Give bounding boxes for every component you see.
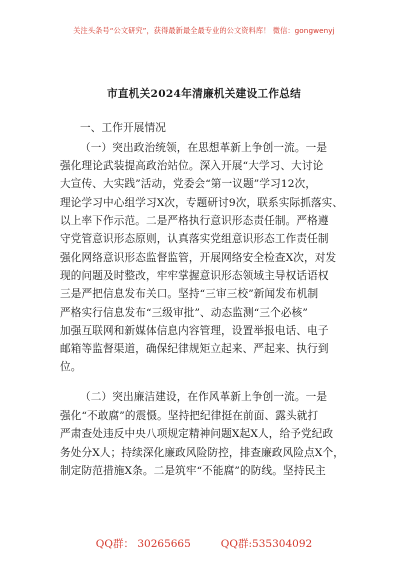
paragraph-line: 制定防范措施X条。二是筑牢“不能腐”的防线。坚持民主 <box>60 465 326 477</box>
paragraph-line: 以上率下作示范。二是严格执行意识形态责任制。严格遵 <box>60 215 329 227</box>
paragraph-line: 强化“不敢腐”的震慑。坚持把纪律挺在前面、露头就打 <box>60 410 319 422</box>
paragraph-line: 严格实行信息发布“三级审批”、动态监测“三个必核” <box>60 307 308 319</box>
paragraph-line: 守党管意识形态原则，认真落实党组意识形态工作责任制 <box>60 233 329 245</box>
paragraph-line: （二）突出廉洁建设，在作风革新上争创一流。一是 <box>80 391 328 403</box>
paragraph-line: （一）突出政治统领，在思想革新上争创一流。一是 <box>80 142 328 154</box>
qq-group-2: QQ群:535304092 <box>220 538 313 550</box>
paragraph-line: 大宣传、大实践”活动，党委会“第一议题”学习12次， <box>60 178 317 190</box>
paragraph-line: 严肃查处违反中央八项规定精神问题X起X人，给予党纪政 <box>60 428 334 440</box>
footer-qq-groups <box>0 536 408 551</box>
paragraph-line: 位。 <box>60 361 82 373</box>
section-heading: 一、工作开展情况 <box>80 122 166 134</box>
paragraph-line: 务处分X人；持续深化廉政风险防控，排查廉政风险点X个， <box>60 447 344 459</box>
header-note: 关注头条号“公文研究”，获得最新最全最专业的公文资料库！ 微信：gongwenyj <box>73 26 335 35</box>
paragraph-line: 强化网络意识形态监督监管，开展网络安全检查X次，对发 <box>60 252 337 264</box>
paragraph-line: 三是严把信息发布关口。坚持“三审三校”新闻发布机制 <box>60 288 319 300</box>
paragraph-line: 理论学习中心组学习X次，专题研讨9次，联系实际抓落实、 <box>60 197 344 209</box>
paragraph-line: 强化理论武装提高政治站位。深入开展“大学习、大讨论 <box>60 160 324 172</box>
paragraph-line: 现的问题及时整改，牢牢掌握意识形态领域主导权话语权 <box>60 270 329 282</box>
document-title: 市直机关2024年清廉机关建设工作总结 <box>106 88 302 100</box>
paragraph-line: 加强互联网和新媒体信息内容管理，设置举报电话、电子 <box>60 325 329 337</box>
qq-group-1: QQ群： 30265665 <box>95 538 191 550</box>
paragraph-line: 邮箱等监督渠道，确保纪律规矩立起来、严起来、执行到 <box>60 343 329 355</box>
